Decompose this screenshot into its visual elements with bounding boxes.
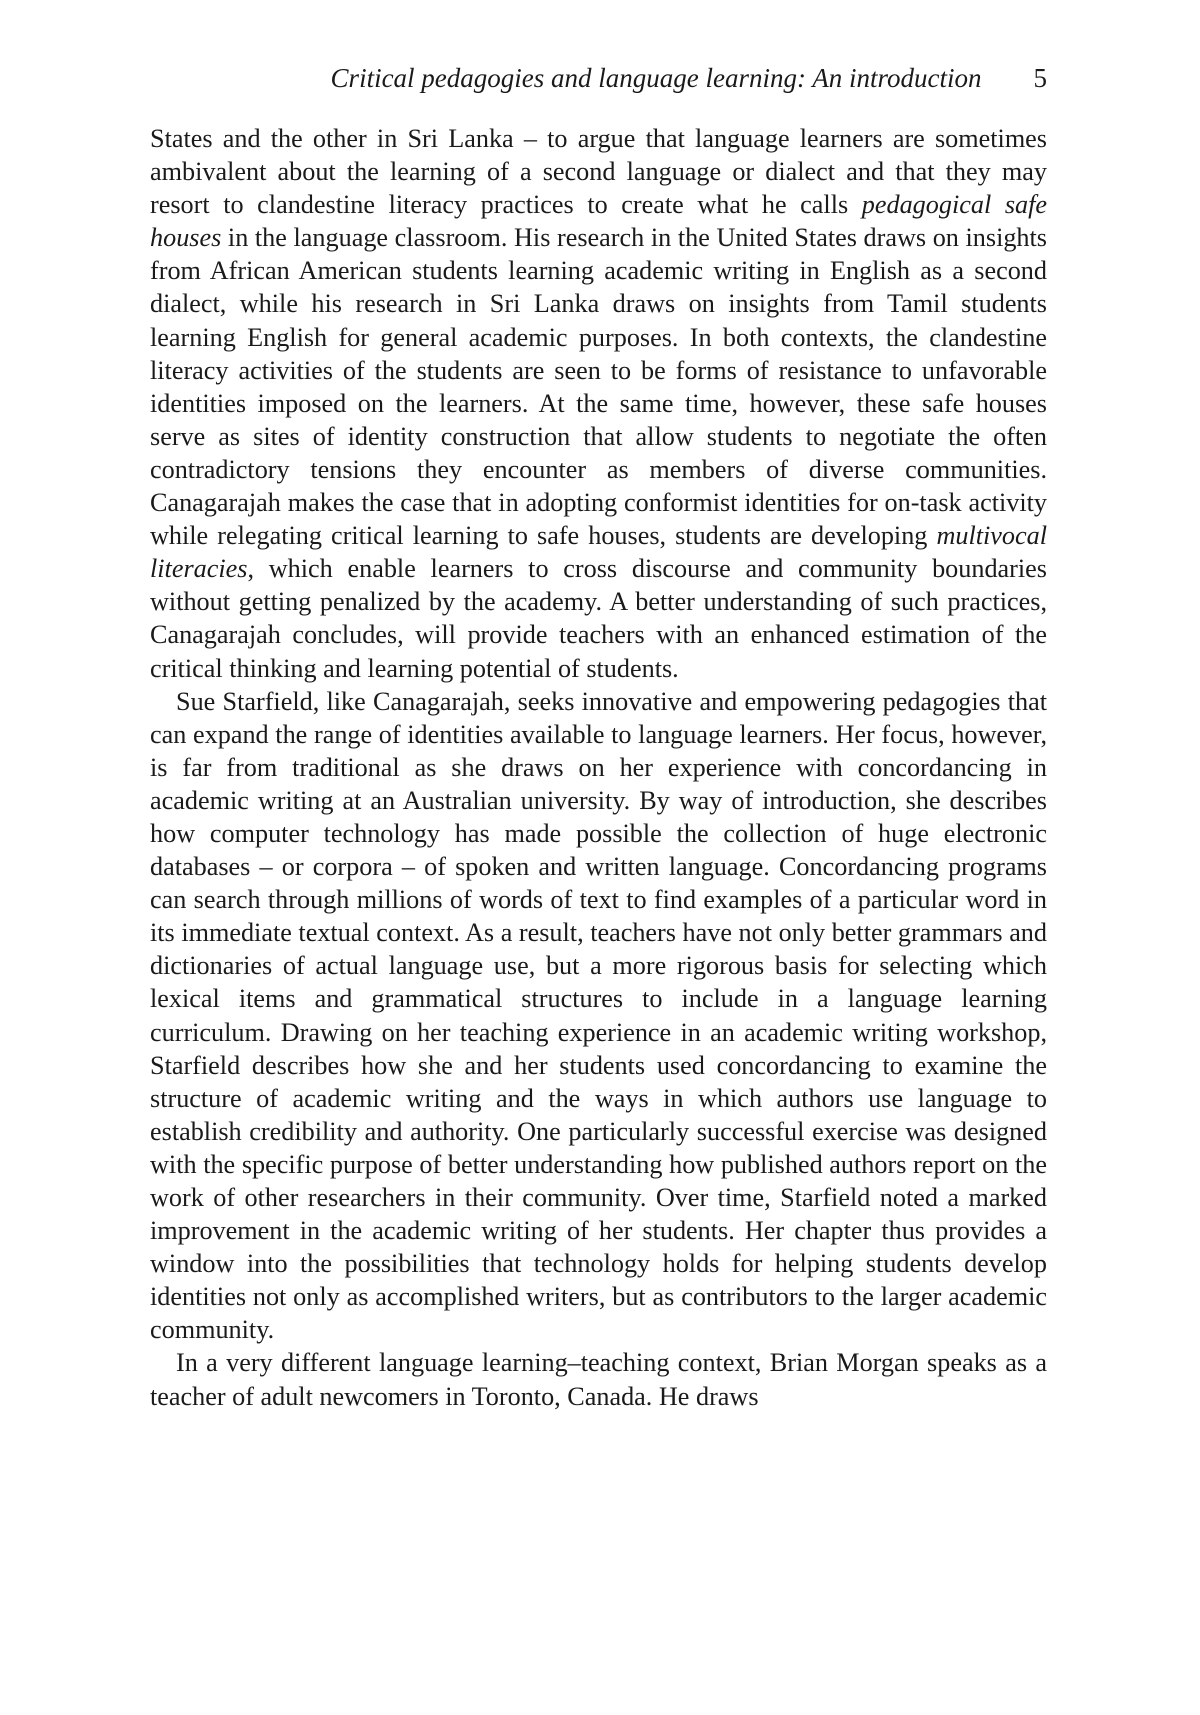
paragraph	[150, 1346, 1047, 1412]
running-title: Critical pedagogies and language learning: An introduction	[330, 63, 982, 93]
text-segment: In a very different language learning–teaching context, Brian Morgan speaks as a teacher of adult newcomers in Toronto, Canada. He draws	[150, 1348, 1047, 1411]
italic-term-pedagogical-safe-houses: pedagogical safe houses	[150, 190, 1047, 253]
text-segment: , which enable learners to cross discourse and community boundaries without getting penalized by the academy. A better understanding of such practices, Canagarajah concludes, will provide teachers with an enhanced estimation of the critical thinking and learning potential of students.	[150, 554, 1047, 683]
paragraph	[150, 685, 1047, 1347]
body-text	[150, 122, 1047, 1413]
text-segment: in the language classroom. His research in the United States draws on insights from African American students learning academic writing in English as a second dialect, while his research in Sri Lanka draws on insights from Tamil students learning English for general academic purposes. In both contexts, the clandestine literacy activities of the students are seen to be forms of resistance to unfavorable identities imposed on the learners. At the same time, however, these safe houses serve as sites of identity construction that allow students to negotiate the often contradictory tensions they encounter as members of diverse communities. Canagarajah makes the case that in adopting conformist identities for on-task activity while relegating critical learning to safe houses, students are developing	[150, 223, 1047, 551]
running-header	[150, 58, 1047, 98]
italic-term-multivocal-literacies: multivocal literacies	[150, 521, 1047, 584]
paragraph	[150, 122, 1047, 685]
text-segment: Sue Starfield, like Canagarajah, seeks innovative and empowering pedagogies that can expand the range of identities available to language learners. Her focus, however, is far from traditional as she draws on her experience with concordancing in academic writing at an Australian university. By way of introduction, she describes how computer technology has made possible the collection of huge electronic databases – or corpora – of spoken and written language. Concordancing programs can search through millions of words of text to find examples of a particular word in its immediate textual context. As a result, teachers have not only better grammars and dictionaries of actual language use, but a more rigorous basis for selecting which lexical items and grammatical structures to include in a language learning curriculum. Drawing on her teaching experience in an academic writing workshop, Starfield describes how she and her students used concordancing to examine the structure of academic writing and the ways in which authors use language to establish credibility and authority. One particularly successful exercise was designed with the specific purpose of better understanding how published authors report on the work of other researchers in their community. Over time, Starfield noted a marked improvement in the academic writing of her students. Her chapter thus provides a window into the possibilities that technology holds for helping students develop identities not only as accomplished writers, but as contributors to the larger academic community.	[150, 686, 1047, 1345]
book-page	[150, 58, 1047, 1413]
page-number: 5	[1033, 63, 1047, 93]
text-segment: States and the other in Sri Lanka – to argue that language learners are sometimes ambivalent about the learning of a second language or dialect and that they may resort to clandestine literacy practices to create what he calls	[150, 124, 1047, 220]
